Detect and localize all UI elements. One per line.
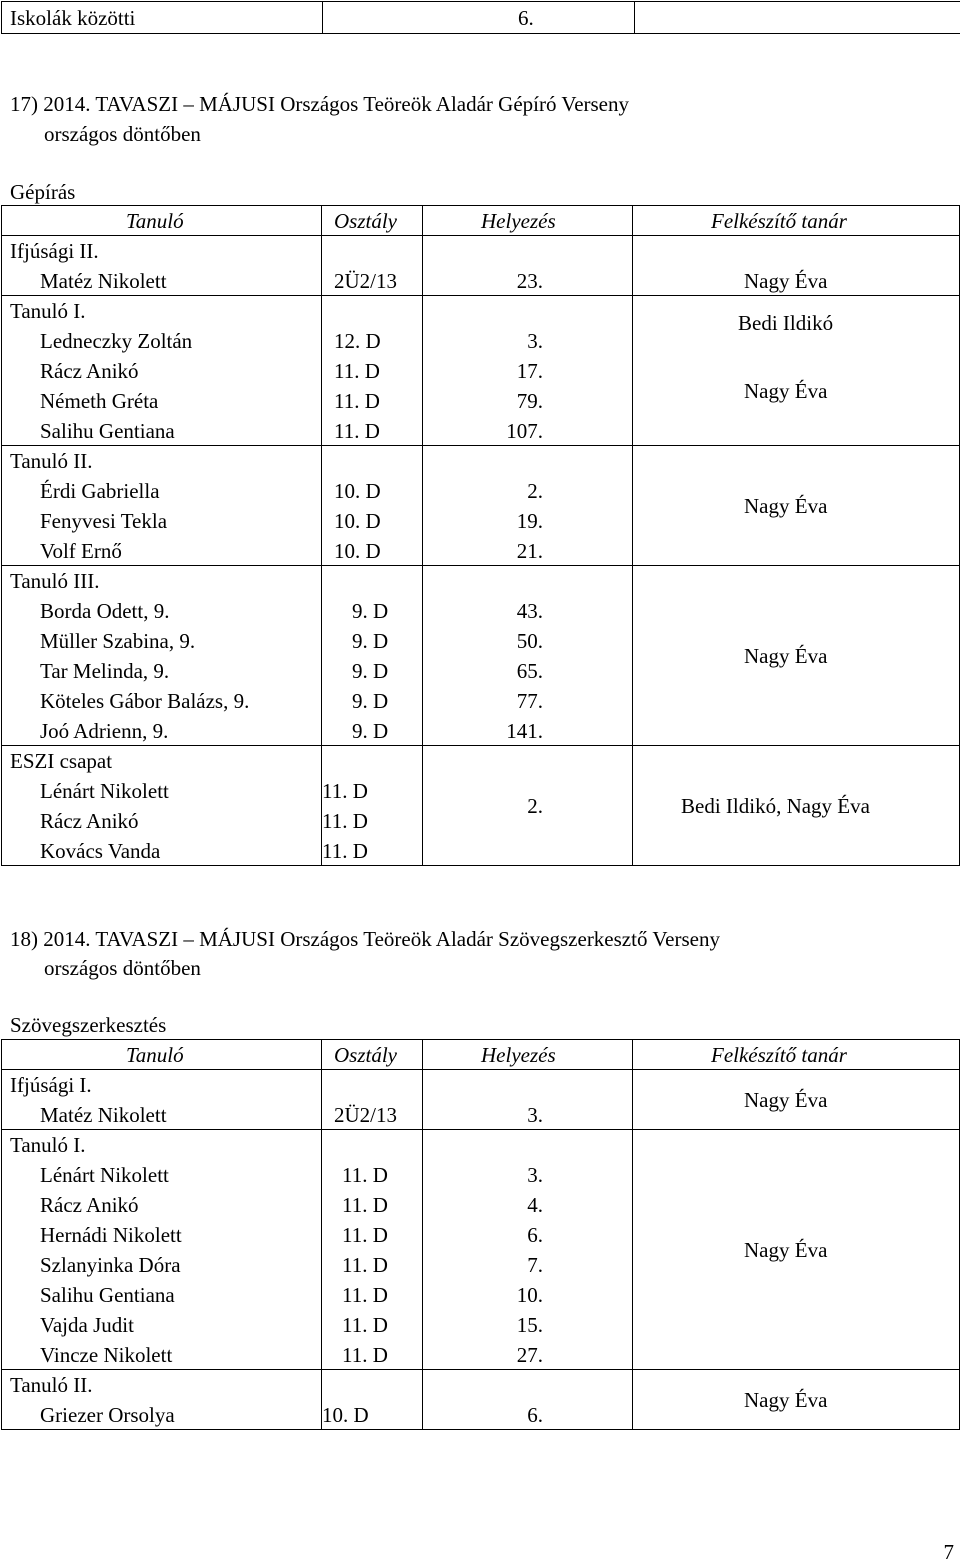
group-names-cell: [2, 1130, 322, 1370]
top-row-middle-cell: [323, 2, 635, 34]
student-class: 10. D: [334, 479, 381, 503]
section17-header-row: [2, 206, 960, 236]
teacher-name: Nagy Éva: [744, 1088, 828, 1112]
group-class-cell: [322, 446, 423, 566]
student-class: 10. D: [334, 509, 381, 533]
student-place: 3.: [527, 1163, 543, 1187]
group-label: Ifjúsági II.: [10, 239, 99, 263]
student-class: 11. D: [342, 1223, 388, 1247]
group-teacher-cell: [633, 1130, 960, 1370]
student-class: 12. D: [334, 329, 381, 353]
page-number: 7: [943, 1540, 954, 1564]
student-place: 141.: [506, 719, 543, 743]
header-class-cell: [322, 206, 423, 236]
group-label: Tanuló II.: [10, 449, 93, 473]
group-class-cell: [322, 746, 423, 866]
section18-group-row: [2, 1130, 960, 1370]
teacher-name: Bedi Ildikó: [738, 311, 834, 335]
section17-title-line1: 17) 2014. TAVASZI – MÁJUSI Országos Teöreök Aladár Gépíró Verseny: [10, 92, 630, 116]
section17-group-row: [2, 446, 960, 566]
group-class-cell: [322, 296, 423, 446]
group-place-cell: [423, 236, 633, 296]
group-place-cell: [423, 296, 633, 446]
section18-table: [1, 1039, 960, 1430]
teacher-name: Nagy Éva: [744, 1388, 828, 1412]
student-name: Érdi Gabriella: [40, 479, 160, 503]
student-place: 27.: [516, 1343, 543, 1367]
student-class: 11. D: [342, 1313, 388, 1337]
student-name: Szlanyinka Dóra: [40, 1253, 181, 1277]
section18-title-line1: 18) 2014. TAVASZI – MÁJUSI Országos Teöreök Aladár Szövegszerkesztő Verseny: [10, 927, 720, 951]
group-names-cell: [2, 746, 322, 866]
student-place: 65.: [516, 659, 543, 683]
group-teacher-cell: [633, 236, 960, 296]
group-names-cell: [2, 566, 322, 746]
teacher-name: Bedi Ildikó, Nagy Éva: [681, 794, 870, 818]
student-place: 7.: [527, 1253, 543, 1277]
section17-group-row: [2, 236, 960, 296]
student-class: 11. D: [342, 1283, 388, 1307]
student-place: 50.: [516, 629, 543, 653]
student-place: 6.: [527, 1403, 543, 1427]
student-class: 11. D: [322, 839, 368, 863]
group-label: Tanuló I.: [10, 299, 86, 323]
student-name: Borda Odett, 9.: [40, 599, 170, 623]
student-class: 11. D: [342, 1193, 388, 1217]
student-name: Volf Ernő: [40, 539, 122, 563]
top-row-middle-text: 6.: [518, 6, 534, 30]
section17-group-row: [2, 746, 960, 866]
section18-group-row: [2, 1370, 960, 1430]
header-class-cell: [322, 1040, 423, 1070]
section18-header-row: [2, 1040, 960, 1070]
header-class: Osztály: [334, 209, 397, 233]
teacher-name: Nagy Éva: [744, 379, 828, 403]
student-class: 10. D: [322, 1403, 369, 1427]
header-student: Tanuló: [126, 209, 184, 233]
student-name: Rácz Anikó: [40, 809, 139, 833]
student-class: 11. D: [342, 1163, 388, 1187]
header-place: Helyezés: [481, 209, 556, 233]
student-name: Kovács Vanda: [40, 839, 161, 863]
group-class-cell: [322, 1370, 423, 1430]
header-teacher: Felkészítő tanár: [711, 1043, 847, 1067]
student-name: Matéz Nikolett: [40, 1103, 167, 1127]
student-class: 9. D: [352, 659, 389, 683]
student-place: 23.: [516, 269, 543, 293]
student-name: Hernádi Nikolett: [40, 1223, 182, 1247]
section17-table: [1, 205, 960, 866]
section18-category: Szövegszerkesztés: [10, 1013, 167, 1037]
student-class: 11. D: [322, 779, 368, 803]
student-name: Müller Szabina, 9.: [40, 629, 196, 653]
header-place-cell: [423, 1040, 633, 1070]
group-teacher-cell: [633, 746, 960, 866]
student-name: Salihu Gentiana: [40, 419, 175, 443]
section18-group-row: [2, 1070, 960, 1130]
group-names-cell: [2, 236, 322, 296]
section17-group-row: [2, 296, 960, 446]
student-place: 79.: [516, 389, 543, 413]
top-row-table: [1, 1, 960, 34]
section17-category: Gépírás: [10, 180, 76, 204]
student-name: Lénárt Nikolett: [40, 1163, 169, 1187]
group-label: Tanuló III.: [10, 569, 100, 593]
group-label: Ifjúsági I.: [10, 1073, 92, 1097]
student-place: 3.: [527, 329, 543, 353]
teacher-name: Nagy Éva: [744, 1238, 828, 1262]
group-names-cell: [2, 1070, 322, 1130]
group-names-cell: [2, 1370, 322, 1430]
teacher-name: Nagy Éva: [744, 644, 828, 668]
top-row-left-text: Iskolák közötti: [10, 6, 136, 30]
student-class: 11. D: [342, 1253, 388, 1277]
group-teacher-cell: [633, 1070, 960, 1130]
header-place: Helyezés: [481, 1043, 556, 1067]
group-place-cell: [423, 746, 633, 866]
student-name: Köteles Gábor Balázs, 9.: [40, 689, 250, 713]
student-place: 21.: [516, 539, 543, 563]
group-label: Tanuló I.: [10, 1133, 86, 1157]
header-student-cell: [2, 1040, 322, 1070]
group-place-cell: [423, 446, 633, 566]
group-names-cell: [2, 446, 322, 566]
student-place: 17.: [516, 359, 543, 383]
student-place: 3.: [527, 1103, 543, 1127]
group-class-cell: [322, 1130, 423, 1370]
student-name: Fenyvesi Tekla: [40, 509, 168, 533]
teacher-name: Nagy Éva: [744, 494, 828, 518]
group-place-cell: [423, 1370, 633, 1430]
student-name: Griezer Orsolya: [40, 1403, 175, 1427]
student-name: Joó Adrienn, 9.: [40, 719, 169, 743]
student-name: Vincze Nikolett: [40, 1343, 173, 1367]
student-name: Lénárt Nikolett: [40, 779, 169, 803]
header-student-cell: [2, 206, 322, 236]
group-label: ESZI csapat: [10, 749, 113, 773]
group-names-cell: [2, 296, 322, 446]
student-class: 10. D: [334, 539, 381, 563]
header-teacher-cell: [633, 206, 960, 236]
student-name: Matéz Nikolett: [40, 269, 167, 293]
student-class: 11. D: [342, 1343, 388, 1367]
group-teacher-cell: [633, 446, 960, 566]
section18-title-line2: országos döntőben: [44, 956, 201, 980]
student-class: 9. D: [352, 689, 389, 713]
section17-title-line2: országos döntőben: [44, 122, 201, 146]
team-place: 2.: [527, 794, 543, 818]
group-class-cell: [322, 566, 423, 746]
student-place: 19.: [516, 509, 543, 533]
group-class-cell: [322, 1070, 423, 1130]
student-name: Rácz Anikó: [40, 359, 139, 383]
student-name: Vajda Judit: [40, 1313, 134, 1337]
student-class: 9. D: [352, 629, 389, 653]
header-class: Osztály: [334, 1043, 397, 1067]
header-student: Tanuló: [126, 1043, 184, 1067]
student-class: 11. D: [334, 359, 380, 383]
section17-group-row: [2, 566, 960, 746]
student-class: 2Ü2/13: [334, 269, 397, 293]
top-row-right-cell: [635, 2, 960, 34]
student-class: 11. D: [322, 809, 368, 833]
student-place: 77.: [516, 689, 543, 713]
student-class: 11. D: [334, 419, 380, 443]
group-place-cell: [423, 566, 633, 746]
teacher-name: Nagy Éva: [744, 269, 828, 293]
group-teacher-cell: [633, 296, 960, 446]
student-place: 15.: [516, 1313, 543, 1337]
group-place-cell: [423, 1130, 633, 1370]
header-teacher: Felkészítő tanár: [711, 209, 847, 233]
student-place: 4.: [527, 1193, 543, 1217]
header-teacher-cell: [633, 1040, 960, 1070]
student-class: 2Ü2/13: [334, 1103, 397, 1127]
group-teacher-cell: [633, 566, 960, 746]
top-row-left-cell: [2, 2, 323, 34]
student-name: Salihu Gentiana: [40, 1283, 175, 1307]
student-class: 11. D: [334, 389, 380, 413]
student-place: 2.: [527, 479, 543, 503]
group-teacher-cell: [633, 1370, 960, 1430]
student-name: Ledneczky Zoltán: [40, 329, 193, 353]
header-place-cell: [423, 206, 633, 236]
student-name: Tar Melinda, 9.: [40, 659, 170, 683]
group-place-cell: [423, 1070, 633, 1130]
student-class: 9. D: [352, 599, 389, 623]
group-label: Tanuló II.: [10, 1373, 93, 1397]
student-place: 6.: [527, 1223, 543, 1247]
student-place: 43.: [516, 599, 543, 623]
group-class-cell: [322, 236, 423, 296]
student-class: 9. D: [352, 719, 389, 743]
student-place: 10.: [516, 1283, 543, 1307]
student-name: Németh Gréta: [40, 389, 159, 413]
student-place: 107.: [506, 419, 543, 443]
student-name: Rácz Anikó: [40, 1193, 139, 1217]
